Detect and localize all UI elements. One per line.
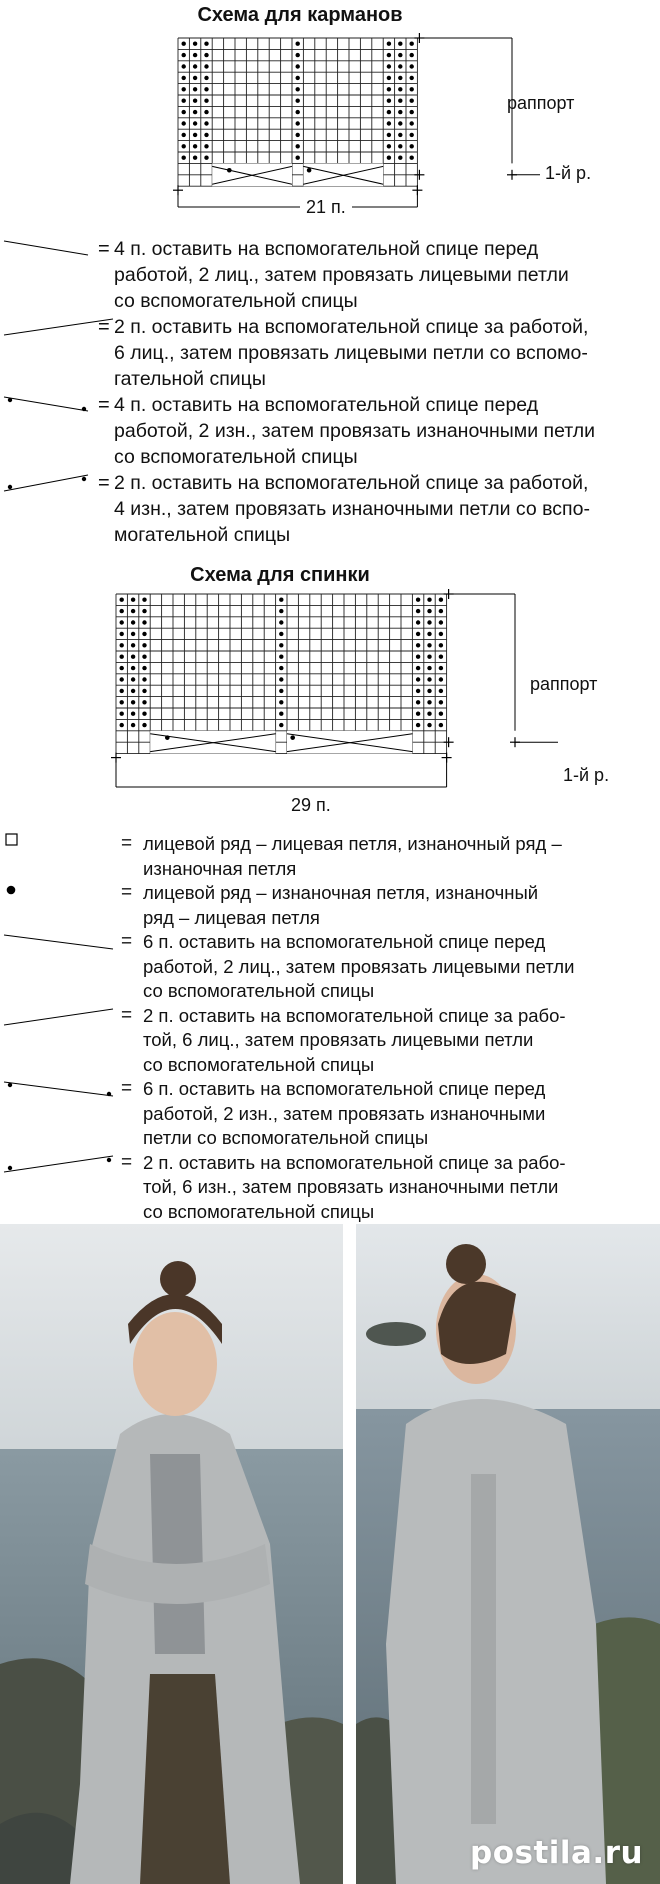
- purl-dot: [82, 407, 86, 411]
- legend-description: [143, 832, 562, 881]
- legend-line: 4 п. оставить на вспомогательной спице перед: [114, 394, 539, 416]
- purl-dot: [439, 632, 443, 636]
- legend-equals: =: [121, 931, 133, 952]
- purl-dot: [165, 735, 170, 740]
- cable-symbol-icon: [4, 397, 88, 411]
- purl-dot: [142, 677, 146, 681]
- purl-dot: [279, 598, 283, 602]
- purl-dot: [416, 689, 420, 693]
- purl-dot: [439, 609, 443, 613]
- purl-dot: [439, 643, 443, 647]
- purl-dot: [416, 655, 420, 659]
- legend-line: работой, 2 изн., затем провязать изнаночными: [143, 1102, 546, 1124]
- cable-symbol-icon: [4, 1156, 113, 1172]
- purl-dot: [279, 677, 283, 681]
- purl-dot: [439, 598, 443, 602]
- purl-dot: [120, 655, 124, 659]
- purl-dot: [131, 643, 135, 647]
- legend-symbol: [0, 235, 100, 261]
- purl-dot: [439, 620, 443, 624]
- legend-line: 2 п. оставить на вспомогательной спице за работой,: [114, 316, 589, 338]
- purl-dot: [82, 477, 86, 481]
- cable-symbol-icon: [4, 935, 113, 949]
- purl-dot: [427, 677, 431, 681]
- legend-line: 6 п. оставить на вспомогательной спице перед: [143, 1078, 546, 1099]
- legend-equals: =: [98, 394, 110, 416]
- purl-dot: [107, 1092, 111, 1096]
- purl-dot: [416, 620, 420, 624]
- purl-dot: [439, 666, 443, 670]
- legend-line: со вспомогательной спицы: [143, 980, 375, 1001]
- legend-symbol: [0, 1003, 125, 1029]
- legend-line: со вспомогательной спицы: [114, 290, 358, 312]
- legend-equals: =: [98, 316, 110, 338]
- purl-dot: [120, 620, 124, 624]
- purl-dot: [107, 1157, 111, 1161]
- purl-dot: [131, 655, 135, 659]
- watermark: [470, 1835, 643, 1871]
- purl-dot: [131, 723, 135, 727]
- purl-dot: [142, 643, 146, 647]
- purl-dot: [142, 620, 146, 624]
- purl-dot: [120, 666, 124, 670]
- purl-dot: [416, 723, 420, 727]
- purl-dot: [279, 609, 283, 613]
- purl-dot: [279, 712, 283, 716]
- purl-dot: [427, 689, 431, 693]
- purl-dot: [120, 700, 124, 704]
- purl-dot: [8, 398, 12, 402]
- purl-dot: [131, 632, 135, 636]
- purl-dot: [131, 598, 135, 602]
- legend-line: петли со вспомогательной спицы: [143, 1127, 429, 1148]
- legend-line: 2 п. оставить на вспомогательной спице за рабо-: [143, 1004, 566, 1026]
- back-repeat-label: раппорт: [530, 674, 598, 694]
- legend-description: [143, 930, 574, 1004]
- purl-dot: [8, 485, 12, 489]
- legend-line: той, 6 лиц., затем провязать лицевыми петли: [143, 1029, 534, 1050]
- purl-dot: [131, 689, 135, 693]
- purl-dot: [416, 643, 420, 647]
- purl-dot: [427, 655, 431, 659]
- purl-dot: [142, 632, 146, 636]
- legend-line: гательной спицы: [114, 368, 266, 390]
- purl-dot: [142, 723, 146, 727]
- legend-line: изнаночная петля: [143, 857, 297, 879]
- purl-dot: [439, 700, 443, 704]
- watermark-text: postila.ru: [470, 1835, 644, 1871]
- legend-line: лицевой ряд – лицевая петля, изнаночный ряд –: [143, 833, 562, 854]
- knit-square-icon: [6, 834, 17, 845]
- legend-equals: =: [121, 833, 133, 854]
- purl-dot: [416, 632, 420, 636]
- legend-symbol: [0, 880, 125, 906]
- purl-dot: [120, 723, 124, 727]
- purl-dot: [416, 598, 420, 602]
- purl-dot: [427, 598, 431, 602]
- purl-dot: [8, 1165, 12, 1169]
- cable-symbol-icon: [4, 475, 88, 491]
- back-chart-title: Схема для спинки: [190, 564, 370, 586]
- pocket-chart-title: Схема для карманов: [197, 4, 403, 26]
- purl-dot: [427, 632, 431, 636]
- purl-dot: [142, 609, 146, 613]
- purl-dot: [439, 655, 443, 659]
- purl-dot: [142, 689, 146, 693]
- legend-line: той, 6 изн., затем провязать изнаночными петли: [143, 1176, 559, 1197]
- legend-description: [143, 1077, 545, 1151]
- legend-equals: =: [121, 1004, 133, 1026]
- legend-line: могательной спицы: [114, 524, 291, 546]
- legend-symbol: [0, 831, 125, 857]
- purl-dot: [427, 666, 431, 670]
- photo-front-view: [0, 1224, 343, 1884]
- purl-dot: [131, 620, 135, 624]
- purl-dot: [439, 689, 443, 693]
- legend-equals: =: [98, 238, 110, 260]
- purl-dot: [131, 677, 135, 681]
- legend-symbol: [0, 1150, 125, 1176]
- purl-dot: [427, 712, 431, 716]
- legend-equals: =: [121, 1151, 133, 1173]
- legend-symbol: [0, 469, 100, 495]
- legend-line: 2 п. оставить на вспомогательной спице за работой,: [114, 472, 589, 494]
- purl-dot: [142, 712, 146, 716]
- purl-dot: [131, 666, 135, 670]
- legend-line: ряд – лицевая петля: [143, 906, 320, 928]
- purl-dot: [279, 643, 283, 647]
- legend-line: 6 лиц., затем провязать лицевыми петли со вспомо-: [114, 342, 588, 364]
- purl-dot: [279, 632, 283, 636]
- purl-dot: [427, 723, 431, 727]
- purl-dot: [131, 609, 135, 613]
- legend-line: 4 п. оставить на вспомогательной спице перед: [114, 238, 539, 260]
- legend-symbol: [0, 391, 100, 417]
- purl-dot: [131, 700, 135, 704]
- pocket-first-row-label: 1-й р.: [545, 163, 592, 183]
- legend-line: со вспомогательной спицы: [143, 1053, 375, 1075]
- purl-dot: [120, 643, 124, 647]
- purl-dot: [427, 609, 431, 613]
- cable-symbol-icon: [4, 241, 88, 255]
- purl-dot: [120, 609, 124, 613]
- legend-line: лицевой ряд – изнаночная петля, изнаночный: [143, 882, 539, 903]
- purl-dot: [427, 643, 431, 647]
- legend-line: работой, 2 лиц., затем провязать лицевыми петли: [143, 955, 575, 977]
- legend-equals: =: [98, 472, 110, 494]
- legend-description: [143, 881, 538, 930]
- legend-symbol: [0, 1076, 125, 1102]
- purl-dot: [416, 700, 420, 704]
- purl-dot: [120, 689, 124, 693]
- legend-equals: =: [121, 1078, 133, 1099]
- legend-symbol: [0, 929, 125, 955]
- legend-line: 6 п. оставить на вспомогательной спице перед: [143, 931, 546, 952]
- legend-line: 4 изн., затем провязать изнаночными петли со вспо-: [114, 498, 590, 520]
- cable-symbol-icon: [4, 1082, 113, 1096]
- cable-symbol-icon: [4, 1009, 113, 1025]
- purl-dot-icon: [7, 886, 16, 895]
- purl-dot: [427, 620, 431, 624]
- purl-dot: [131, 712, 135, 716]
- photo-back-view: [356, 1224, 660, 1884]
- purl-dot: [427, 700, 431, 704]
- purl-dot: [142, 655, 146, 659]
- purl-dot: [279, 700, 283, 704]
- purl-dot: [416, 677, 420, 681]
- purl-dot: [142, 700, 146, 704]
- purl-dot: [416, 712, 420, 716]
- purl-dot: [439, 677, 443, 681]
- purl-dot: [120, 712, 124, 716]
- legend-symbol: [0, 313, 100, 339]
- purl-dot: [279, 666, 283, 670]
- purl-dot: [290, 735, 295, 740]
- purl-dot: [8, 1083, 12, 1087]
- cable-symbol-icon: [4, 319, 113, 335]
- purl-dot: [279, 723, 283, 727]
- purl-dot: [142, 598, 146, 602]
- pocket-stitch-count: 21 п.: [300, 197, 352, 218]
- legend-line: со вспомогательной спицы: [114, 446, 358, 468]
- purl-dot: [416, 609, 420, 613]
- legend-line: работой, 2 изн., затем провязать изнаночными петли: [114, 420, 596, 442]
- back-stitch-count: 29 п.: [285, 795, 337, 816]
- legend-line: со вспомогательной спицы: [143, 1200, 375, 1222]
- purl-dot: [279, 689, 283, 693]
- legend-equals: =: [121, 882, 133, 903]
- purl-dot: [120, 632, 124, 636]
- purl-dot: [279, 620, 283, 624]
- legend-line: 2 п. оставить на вспомогательной спице за рабо-: [143, 1151, 566, 1173]
- legend-description: [143, 1004, 566, 1078]
- purl-dot: [120, 598, 124, 602]
- purl-dot: [279, 655, 283, 659]
- legend-line: работой, 2 лиц., затем провязать лицевыми петли: [114, 264, 569, 286]
- pocket-repeat-label: раппорт: [507, 93, 575, 113]
- purl-dot: [439, 723, 443, 727]
- legend-description: [143, 1151, 566, 1225]
- purl-dot: [120, 677, 124, 681]
- purl-dot: [416, 666, 420, 670]
- purl-dot: [142, 666, 146, 670]
- back-first-row-label: 1-й р.: [563, 765, 610, 785]
- purl-dot: [439, 712, 443, 716]
